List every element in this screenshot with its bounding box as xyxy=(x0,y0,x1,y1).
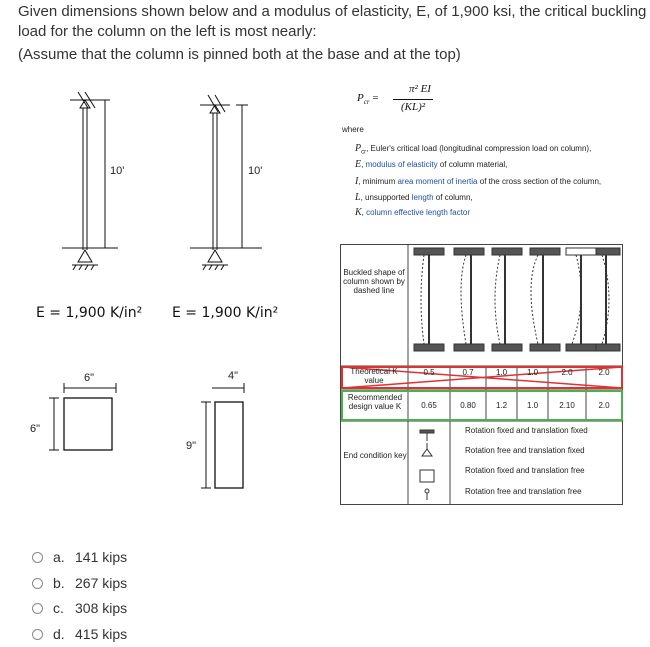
theoretical-k-0: 0.5 xyxy=(423,368,435,377)
sec2-width-label: 4" xyxy=(228,370,239,382)
theoretical-k-2: 1.0 xyxy=(495,368,508,377)
fraction-bar xyxy=(393,99,433,100)
recommended-k-4: 2.10 xyxy=(559,401,575,410)
question-line-2: load for the column on the left is most nearly: xyxy=(18,23,317,40)
radio-icon[interactable] xyxy=(32,603,43,614)
sec1-height-label: 6" xyxy=(30,423,41,435)
formula-lhs: $P_{cr}$ = xyxy=(357,92,379,107)
def-pcr: $P_{cr}$, Euler's critical load (longitudinal compression load on column), xyxy=(355,143,592,156)
question-line-3: (Assume that the column is pinned both at the base and at the top) xyxy=(18,46,461,63)
end-condition-3: Rotation free and translation free xyxy=(465,487,582,496)
radio-icon[interactable] xyxy=(32,552,43,563)
theoretical-k-1: 0.7 xyxy=(462,368,474,377)
left-column xyxy=(62,92,118,270)
where-label: where xyxy=(342,125,364,134)
modulus-label-1: E = 1,900 K/in² xyxy=(36,305,143,321)
theoretical-label: Theoretical K value xyxy=(350,367,398,385)
option-b[interactable]: b. 267 kips xyxy=(32,575,127,591)
col1-length-label: 10' xyxy=(110,165,125,177)
recommended-k-1: 0.80 xyxy=(460,401,476,410)
modulus-label-2: E = 1,900 K/in² xyxy=(172,305,279,321)
option-c[interactable]: c. 308 kips xyxy=(32,600,127,616)
cross-sections xyxy=(0,370,330,500)
def-l: L, unsupported length of column, xyxy=(355,192,473,203)
recommended-k-5: 2.0 xyxy=(598,401,610,410)
theoretical-k-5: 2.0 xyxy=(598,368,610,377)
theoretical-k-3: 1.0 xyxy=(526,368,539,377)
buckled-shape-label: Buckled shape of column shown by dashed line xyxy=(343,268,405,295)
radio-icon[interactable] xyxy=(32,629,43,640)
column-sketches xyxy=(0,80,330,280)
end-condition-0: Rotation fixed and translation fixed xyxy=(465,426,588,435)
option-d[interactable]: d. 415 kips xyxy=(32,626,127,642)
def-e: E, modulus of elasticity of column material, xyxy=(355,159,508,170)
question-line-1: Given dimensions shown below and a modulus of elasticity, E, of 1,900 ksi, the critical buckling xyxy=(18,3,647,20)
end-condition-1: Rotation free and translation fixed xyxy=(465,446,585,455)
recommended-k-0: 0.65 xyxy=(421,401,437,410)
option-a[interactable]: a. 141 kips xyxy=(32,549,127,565)
sec1-width-label: 6" xyxy=(84,372,95,384)
def-k: K, column effective length factor xyxy=(355,207,471,218)
recommended-k-3: 1.0 xyxy=(526,401,539,410)
sec2-height-label: 9" xyxy=(186,440,197,452)
end-condition-label: End condition key xyxy=(343,451,407,460)
recommended-k-2: 1.2 xyxy=(495,401,508,410)
radio-icon[interactable] xyxy=(32,578,43,589)
formula-denominator: (KL)² xyxy=(400,101,426,113)
recommended-label: Recommended design value K xyxy=(347,393,403,411)
theoretical-k-4: 2.0 xyxy=(561,368,573,377)
col2-length-label: 10' xyxy=(248,165,263,177)
right-column xyxy=(190,95,262,270)
end-condition-2: Rotation fixed and translation free xyxy=(465,466,585,475)
def-i: I, minimum area moment of inertia of the cross section of the column, xyxy=(355,176,602,187)
formula-numerator: π² EI xyxy=(409,83,431,95)
